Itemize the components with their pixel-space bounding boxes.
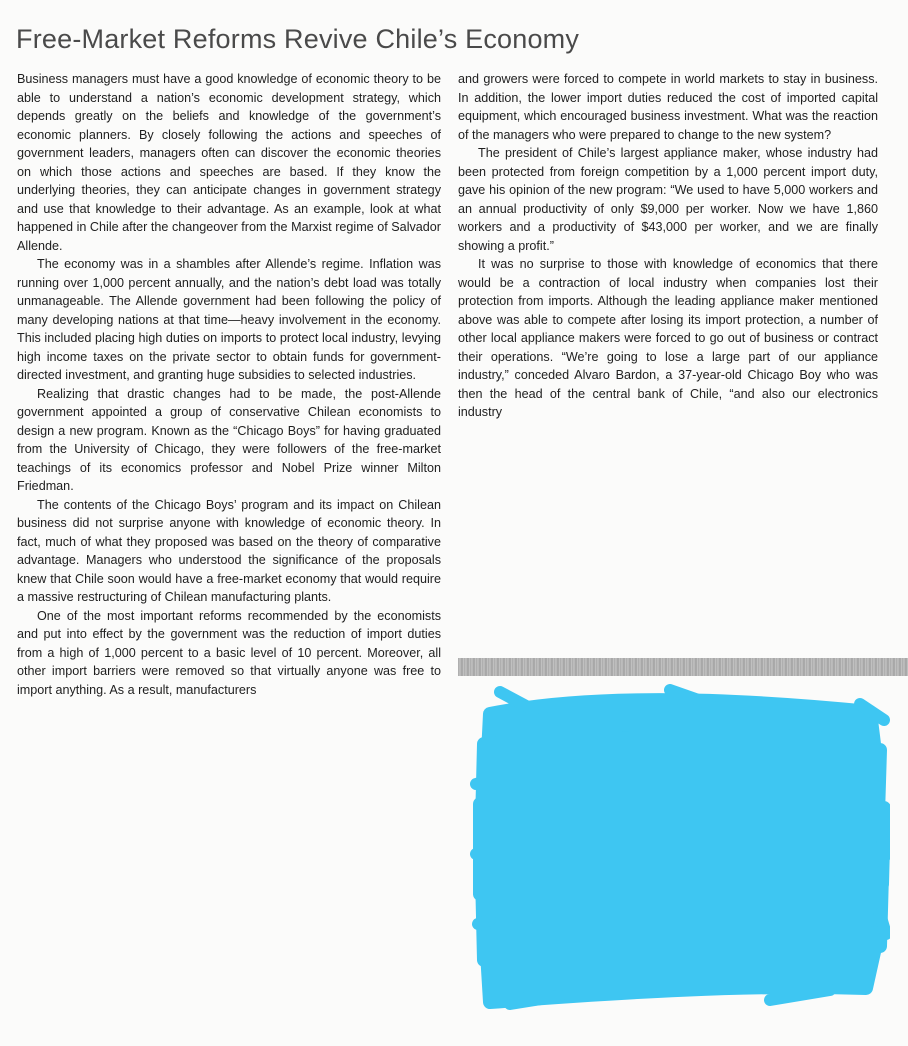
right-paragraph-3: It was no surprise to those with knowledge of economics that there would be a contraction of local industry when companies lost their protection from imports. Although the leading appliance maker mentioned above was able to compete after losing its import protection, a number of other local appliance makers were forced to go out of business or contract their operations. “We’re going to lose a large part of our appliance industry,” conceded Alvaro Bardon, a 37-year-old Chicago Boy who was then the head of the central bank of Chile, “and also our electronics industry: [458, 257, 878, 419]
left-paragraph-5: One of the most important reforms recommended by the economists and put into effect by the government was the reduction of import duties from a high of 1,000 percent to a basic level of 10 percent. Moreover, all other import barriers were removed so that virtually anyone was free to import anything. As a result, manufacturers: [17, 608, 441, 697]
right-paragraph-1: and growers were forced to compete in world markets to stay in business. In addition, the lower import duties reduced the cost of imported capital equipment, which encouraged business investment. What was the reaction of the managers who were prepared to change to the new system?: [458, 72, 878, 142]
left-paragraph-3: Realizing that drastic changes had to be made, the post-Allende government appointed a group of conservative Chilean economists to design a new program. Known as the “Chicago Boys” for having graduated from the University of Chicago, they were followers of the free-market teachings of its economics professor and Nobel Prize winner Milton Friedman.: [17, 386, 441, 493]
left-paragraph-1: Business managers must have a good knowledge of economic theory to be able to understand a nation’s economic development strategy, which depends greatly on the beliefs and knowledge of the government’s economic planners. By closely following the actions and speeches of government leaders, managers often can discover the economic theories on which those actions and speeches are based. If they know the underlying theories, they can anticipate changes in government strategy and use that knowledge to their advantage. As an example, look at what happened in Chile after the changeover from the Marxist regime of Salvador Allende.: [17, 72, 441, 253]
redaction-scribble: [470, 684, 890, 1014]
left-column: [17, 70, 441, 699]
figure-top-border: [458, 658, 908, 676]
right-column: [458, 70, 878, 422]
redaction-scribble-shape: [470, 684, 890, 1014]
left-paragraph-4: The contents of the Chicago Boys’ program and its impact on Chilean business did not surprise anyone with knowledge of economic theory. In fact, much of what they proposed was based on the theory of comparative advantage. Managers who understood the significance of the proposals knew that Chile soon would have a free-market economy that would require a massive restructuring of Chilean manufacturing plants.: [17, 497, 441, 604]
article-title: Free-Market Reforms Revive Chile’s Economy: [16, 24, 580, 54]
left-paragraph-2: The economy was in a shambles after Allende’s regime. Inflation was running over 1,000 percent annually, and the nation’s debt load was totally unmanageable. The Allende government had been following the policy of many developing nations at that time—heavy involvement in the economy. This included placing high duties on imports to protect local industry, levying high income taxes on the private sector to obtain funds for government-directed investment, and granting huge subsidies to selected industries.: [17, 257, 441, 382]
right-paragraph-2: The president of Chile’s largest appliance maker, whose industry had been protected from foreign competition by a 1,000 percent import duty, gave his opinion of the new program: “We used to have 5,000 workers and an annual productivity of only $9,000 per worker. Now we have 1,860 workers and a productivity of $43,000 per worker, and we are finally showing a profit.”: [458, 146, 878, 253]
